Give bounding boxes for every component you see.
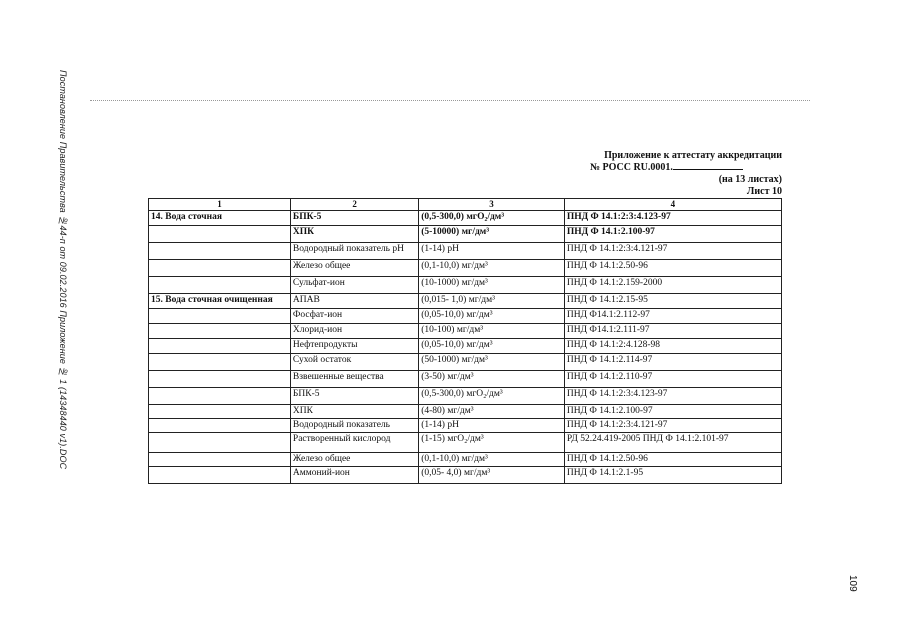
range-cell: (0,5-300,0) мгО₂/дм³ (419, 211, 565, 226)
parameter-cell: Фосфат-ион (290, 309, 418, 324)
parameter-cell: Железо общее (290, 260, 418, 277)
table-row (149, 467, 782, 484)
parameter-cell: Аммоний-ион (290, 467, 418, 484)
table-row (149, 226, 782, 243)
parameter-cell: Железо общее (290, 453, 418, 467)
object-name: 14. Вода сточная (149, 211, 291, 226)
column-header-2: 2 (290, 199, 418, 211)
parameter-cell: Растворенный кислород (290, 433, 418, 453)
object-cell-empty (149, 277, 291, 294)
method-cell: ПНД Ф 14.1:2.1-95 (564, 467, 781, 484)
range-cell: (5-10000) мг/дм³ (419, 226, 565, 243)
method-cell: ПНД Ф 14.1:2:4.128-98 (564, 339, 781, 354)
table-row (149, 388, 782, 405)
table-row (149, 294, 782, 309)
object-cell-empty (149, 243, 291, 260)
table-row (149, 277, 782, 294)
object-cell-empty (149, 453, 291, 467)
object-cell-empty (149, 467, 291, 484)
method-cell: ПНД Ф 14.1:2.110-97 (564, 371, 781, 388)
header-sheet-number: Лист 10 (746, 186, 782, 197)
method-cell: ПНД Ф 14.1:2:3:4.121-97 (564, 243, 781, 260)
scan-artifact-line (90, 100, 810, 103)
range-cell: (1-14) рН (419, 419, 565, 433)
table-row (149, 433, 782, 453)
method-cell: ПНД Ф 14.1:2:3:4.123-97 (564, 388, 781, 405)
range-cell: (1-14) рН (419, 243, 565, 260)
method-cell: ПНД Ф 14.1:2.50-96 (564, 260, 781, 277)
object-cell-empty (149, 419, 291, 433)
table-row (149, 260, 782, 277)
range-cell: (0,05- 4,0) мг/дм³ (419, 467, 565, 484)
parameter-cell: Хлорид-ион (290, 324, 418, 339)
parameter-cell: Взвешенные вещества (290, 371, 418, 388)
parameter-cell: АПАВ (290, 294, 418, 309)
range-cell: (0,05-10,0) мг/дм³ (419, 339, 565, 354)
parameter-cell: Нефтепродукты (290, 339, 418, 354)
page-number: 109 (847, 575, 858, 592)
table-row (149, 324, 782, 339)
range-cell: (50-1000) мг/дм³ (419, 354, 565, 371)
method-cell: ПНД Ф 14.1:2.15-95 (564, 294, 781, 309)
object-name: 15. Вода сточная очищенная (149, 294, 291, 309)
table-row (149, 211, 782, 226)
parameter-cell: Сульфат-ион (290, 277, 418, 294)
parameter-cell: ХПК (290, 226, 418, 243)
method-cell: ПНД Ф 14.1:2.159-2000 (564, 277, 781, 294)
parameter-cell: БПК-5 (290, 388, 418, 405)
object-cell-empty (149, 324, 291, 339)
range-cell: (1-15) мгО₂/дм³ (419, 433, 565, 453)
range-cell: (3-50) мг/дм³ (419, 371, 565, 388)
parameter-cell: ХПК (290, 405, 418, 419)
method-cell: ПНД Ф 14.1:2.100-97 (564, 405, 781, 419)
method-cell: ПНД Ф 14.1:2.100-97 (564, 226, 781, 243)
header-sheet-count: (на 13 листах) (718, 174, 782, 185)
range-cell: (4-80) мг/дм³ (419, 405, 565, 419)
range-cell: (10-1000) мг/дм³ (419, 277, 565, 294)
column-header-4: 4 (564, 199, 781, 211)
header-certificate-number: № РОСС RU.0001. (560, 162, 782, 174)
column-header-1: 1 (149, 199, 291, 211)
method-cell: ПНД Ф 14.1:2:3:4.121-97 (564, 419, 781, 433)
parameter-cell: Водородный показатель (290, 419, 418, 433)
header-title: Приложение к аттестату аккредитации (604, 150, 782, 161)
table-row (149, 309, 782, 324)
accreditation-table (148, 198, 782, 484)
range-cell: (0,015- 1,0) мг/дм³ (419, 294, 565, 309)
table-row (149, 339, 782, 354)
object-cell-empty (149, 354, 291, 371)
column-header-3: 3 (419, 199, 565, 211)
range-cell: (0,1-10,0) мг/дм³ (419, 260, 565, 277)
object-cell-empty (149, 388, 291, 405)
method-cell: ПНД Ф 14.1:2:3:4.123-97 (564, 211, 781, 226)
side-document-note: Постановление Правительства №44-п от 09.02.2016 Приложение № 1 (14348440 v1).DOC (58, 70, 68, 470)
range-cell: (0,5-300,0) мгО₂/дм³ (419, 388, 565, 405)
method-cell: ПНД Ф 14.1:2.114-97 (564, 354, 781, 371)
object-cell-empty (149, 260, 291, 277)
object-cell-empty (149, 309, 291, 324)
object-cell-empty (149, 226, 291, 243)
table-row (149, 405, 782, 419)
method-cell: ПНД Ф14.1:2.111-97 (564, 324, 781, 339)
table-row (149, 419, 782, 433)
range-cell: (0,05-10,0) мг/дм³ (419, 309, 565, 324)
table-row (149, 371, 782, 388)
method-cell: РД 52.24.419-2005 ПНД Ф 14.1:2.101-97 (564, 433, 781, 453)
table-row (149, 243, 782, 260)
accreditation-header (560, 150, 782, 198)
parameter-cell: Водородный показатель рН (290, 243, 418, 260)
table-body (149, 211, 782, 484)
object-cell-empty (149, 339, 291, 354)
parameter-cell: Сухой остаток (290, 354, 418, 371)
method-cell: ПНД Ф14.1:2.112-97 (564, 309, 781, 324)
table-row (149, 453, 782, 467)
object-cell-empty (149, 371, 291, 388)
object-cell-empty (149, 433, 291, 453)
parameter-cell: БПК-5 (290, 211, 418, 226)
method-cell: ПНД Ф 14.1:2.50-96 (564, 453, 781, 467)
range-cell: (10-100) мг/дм³ (419, 324, 565, 339)
object-cell-empty (149, 405, 291, 419)
range-cell: (0,1-10,0) мг/дм³ (419, 453, 565, 467)
table-header-row (149, 199, 782, 211)
table-row (149, 354, 782, 371)
